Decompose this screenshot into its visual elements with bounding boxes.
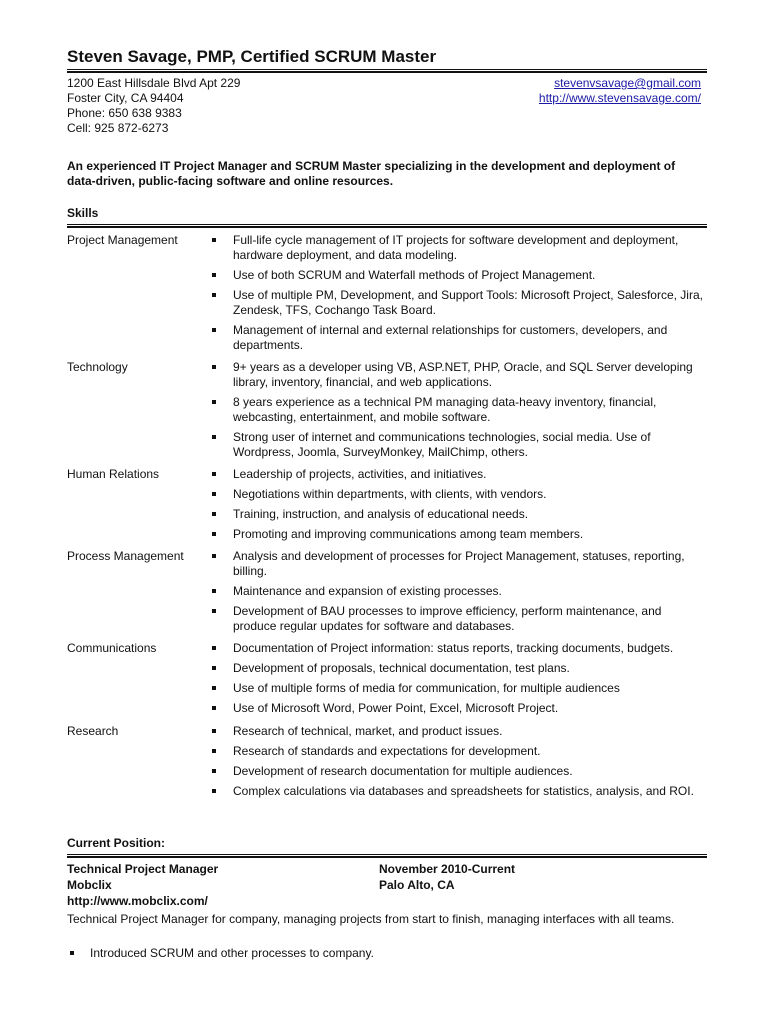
contact-links-block (539, 76, 701, 106)
skill-bullet-list (209, 641, 707, 721)
current-position-divider (67, 854, 707, 858)
skill-bullet: Use of multiple forms of media for communication, for multiple audiences (209, 681, 707, 696)
skill-bullet: Documentation of Project information: status reports, tracking documents, budgets. (209, 641, 707, 656)
skill-bullet: Complex calculations via databases and spreadsheets for statistics, analysis, and ROI. (209, 784, 707, 799)
skill-bullet: Negotiations within departments, with clients, with vendors. (209, 487, 707, 502)
phone-number: Phone: 650 638 9383 (67, 106, 182, 120)
current-position-heading: Current Position: (67, 836, 165, 850)
job-company: Mobclix (67, 878, 112, 892)
skill-bullet-list (209, 467, 707, 547)
skills-divider (67, 224, 707, 228)
skill-bullet: 9+ years as a developer using VB, ASP.NET, PHP, Oracle, and SQL Server developing library, inventory, financial, and web applications. (209, 360, 707, 390)
skill-bullet: Development of BAU processes to improve efficiency, perform maintenance, and produce regular updates for software and databases. (209, 604, 707, 634)
job-dates: November 2010-Current (379, 862, 516, 876)
skill-bullet: Training, instruction, and analysis of educational needs. (209, 507, 707, 522)
website-link[interactable]: http://www.stevensavage.com/ (538, 91, 701, 105)
skill-bullet: Maintenance and expansion of existing processes. (209, 584, 707, 599)
skill-bullet: Analysis and development of processes for Project Management, statuses, reporting, billing. (209, 549, 707, 579)
skill-bullet: 8 years experience as a technical PM managing data-heavy inventory, financial, webcasting, entertainment, and mobile software. (209, 395, 707, 425)
address-line-1: 1200 East Hillsdale Blvd Apt 229 (67, 76, 241, 90)
header-divider (67, 69, 707, 73)
skill-bullet-list (209, 724, 707, 804)
skill-bullet: Development of proposals, technical documentation, test plans. (209, 661, 707, 676)
resume-name: Steven Savage, PMP, Certified SCRUM Master (67, 47, 437, 66)
profile-summary: An experienced IT Project Manager and SCRUM Master specializing in the development and deployment of data-driven, public-facing software and online resources. (67, 159, 676, 188)
skill-bullet: Research of standards and expectations for development. (209, 744, 707, 759)
skill-bullet-list (209, 233, 707, 358)
skills-heading: Skills (67, 206, 99, 220)
cell-number: Cell: 925 872-6273 (67, 121, 169, 135)
skill-bullet: Use of both SCRUM and Waterfall methods of Project Management. (209, 268, 707, 283)
job-title: Technical Project Manager (67, 862, 219, 876)
skill-bullet: Development of research documentation for multiple audiences. (209, 764, 707, 779)
skill-bullet: Leadership of projects, activities, and initiatives. (209, 467, 707, 482)
job-description: Technical Project Manager for company, managing projects from start to finish, managing interfaces with all teams. (67, 912, 675, 926)
contact-address-block (67, 76, 240, 136)
job-bullet-list (67, 946, 707, 961)
job-location: Palo Alto, CA (379, 878, 455, 892)
skill-bullet: Use of Microsoft Word, Power Point, Excel, Microsoft Project. (209, 701, 707, 716)
email-link[interactable]: stevenvsavage@gmail.com (554, 76, 701, 90)
skill-bullet-list (209, 549, 707, 639)
job-company-url[interactable]: http://www.mobclix.com/ (67, 894, 208, 908)
skill-bullet: Promoting and improving communications among team members. (209, 527, 707, 542)
skill-bullet: Use of multiple PM, Development, and Support Tools: Microsoft Project, Salesforce, Jira, Zendesk, TFS, Cochango Task Board. (209, 288, 707, 318)
skill-category-label: Process Management (67, 549, 184, 563)
skill-category-label: Human Relations (67, 467, 160, 481)
skill-category-label: Technology (67, 360, 128, 374)
address-line-2: Foster City, CA 94404 (67, 91, 184, 105)
skill-category-label: Project Management (67, 233, 178, 247)
skill-bullet: Research of technical, market, and product issues. (209, 724, 707, 739)
skill-bullet: Management of internal and external relationships for customers, developers, and departments. (209, 323, 707, 353)
skill-bullet: Full-life cycle management of IT projects for software development and deployment, hardware deployment, and data modeling. (209, 233, 707, 263)
skill-bullet: Strong user of internet and communications technologies, social media. Use of Wordpress, Joomla, SurveyMonkey, MailChimp, others. (209, 430, 707, 460)
job-bullet: Introduced SCRUM and other processes to company. (67, 946, 707, 961)
skill-category-label: Research (67, 724, 119, 738)
skill-category-label: Communications (67, 641, 157, 655)
skill-bullet-list (209, 360, 707, 465)
